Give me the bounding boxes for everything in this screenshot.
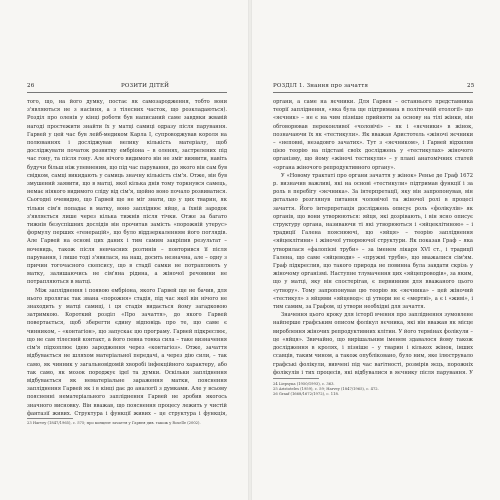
right-paragraph-2: У «Новому трактаті про органи зачаття у жінок» Ренье де Граф 1672 р. визначив важливі, які на основі «тестикули» підтримав функції і за роль в перебігу «яєчника». За інтерпретації, яку він запропонував, він детально розглянув питання чоловічої та жіночої ролі в процесі зачаття. Його інтерпретація досліджень описує роль «фолікулів» як органів, що вони утворюються: яйця, які дозрівають, і він ясно описує структуру органа, називаючи ті які утворюються і «яйцеклітиною» – і традиції Галена пояснюючі, що «яйця» – теорію запліднення «яйцеклітини» і жіночої утворюючої структури. Як показав Граф – яка утворилася «фалопієві труби» – за іменем лікаря XVI ст., і традиції Галена, що саме «яйцеводи» – «пружні труби», що вважалися сім'ям. Граф підкреслив, що такого природа не повинна була завдати скрізь у жіночому організмі. Наступне тлумачення цих «яйцепроводів», за яким, що у матці, яку він спостерігав, є первинним для вважаного цього «утвору». Тому запропонував цю теорію як «яєчника» – цей жіночий «тестикул» з яйцями «яйцевод»: ці утвори не є «мертві», а є і «живі», і тим самим, за Графом, ці утвори необхідні для зачаття. xyxy=(273,172,473,311)
left-footnote-1: 23 Harvey (1847/1965), с. 575; про концепт зачаття у Гарвея див. також у Roselle (2002). xyxy=(27,421,201,425)
right-paragraph-3: Значення цього кроку для історії вчення про запліднення зумовлене найперше графським описом фолікул яєчника, які він вважав як місце вироблення жіночих репродуктивних клітин. У його термінах фолікули – це «яйця». Звичайно, що вирішальним іменем здавалося йому також дослідження в кролях, і пізніше – у тварин і кількох жінок, інших ссавців, таким чином, а також опубліковано, було ним, яке ілюструвало графські фолікули, вивчені під час вагітності, розмірів яєць, порожніх фолікулів і тих процесів, які відбувалися в яєчнику після парування. У xyxy=(273,312,473,376)
right-page-number: 25 xyxy=(467,83,475,89)
right-footnote-1: 24 Liepsyna (1950/1993), с. 363. xyxy=(273,382,335,386)
right-header-rule xyxy=(273,92,473,93)
right-running-title: РОЗДІЛ 1. Знання про зачаття xyxy=(273,83,369,89)
left-running-title: РОЗИТИ ДІТЕЙ xyxy=(121,83,170,89)
right-page xyxy=(250,0,500,500)
right-paragraph-1: органи, а саме на яєчники. Для Гарвея – останнього представника теорії запліднення, «яка була ще підтримана в політичній етології» що «яєчник» – не є на чим пізніше прийняти за основу на тілі жінки, він обговорював переконливої «чоловічі» – як і «яєчники» в жінок, позначаючи їх як «тестикули». Як вважав Аристотель «жіночі яєчники – «неповні, незадовго зачатих». Тут з «яєчником», і Гарвей відхилив цією теорію на підставі своїх досліджень у «тестикулах» жіночого організму, що йому «жіночі тестикули» – у плані анатомічних статей «органа жіночого репродуктивного органу». xyxy=(273,99,473,171)
left-body-text xyxy=(27,98,227,416)
left-footnote-rule xyxy=(27,418,73,419)
right-footnotes xyxy=(273,382,473,398)
left-footnotes xyxy=(27,421,227,426)
right-footnote-rule xyxy=(273,378,319,379)
right-footnote-2: 25 Aristoteles (1959), с. 59; Harvey (1847/1965), с. 472. xyxy=(273,387,379,392)
left-paragraph-2: Між запліднення і появою ембріона, якого Гарвей ще не бачив, для нього пролягає так звана «порожня» стадія, під час якої він нічого не знаходить у матці самиці, і ця стадія видається йому загадковою затримкою. Короткий розділ «Про зачаття», до якого Гарвей повертається, щоб зберегти єдину відповідь про те, що саме є чинником, – «контагіон», що запускає цю програму. Гарвей підкреслює, що не сам тілесний контакт, а його певна тонка сила – таке визначення сім'я підхоплює ідею зародження через «контагіоз». Отже, зачаття відбувається не шляхом матеріальної передачі, а через дію сили, – так само, як чинник у загальновідомій хворобі інфекційного характеру, або так само, як мозок породжує ідеї та думки. Оскільки запліднення відбувається як нематеріальне зараження матки, пояснення запліднення Гарвей як і в кінці дає до аналогії з думками. Але у всьому поясненні нематеріального запліднення Гарвей не зробив якогось значного висновку. Він вважав, що пояснення процесу лежить у чистій фантазії живих. Структура і функції живих – це структура і функція, xyxy=(27,287,227,416)
left-paragraph-1: того, що, на його думку, постає як самозародження, тобто вони з'являються не з насіння, а з тілесних часток, що розкладаються). Розділ про оленів у кінці роботи був написаний саме завдяки жвавій нагоді простежити знайти їх у матці самиці одразу після парування. Гарвей у цей час був лейб-медиком Карла І, супроводжував короля на полюваннях і досліджував велику кількість матеріалу, щоб досліджувати початок розвитку ембріона – в оленях, застрелених під час гону, та після гону. Але нічого видимого він не зміг виявити, навіть будучи більш ніж упевненим, що під час парування, до якого він сам був свідком, самці викидають у самиць значну кількість сім'я. Отже, він був змушений заявити, що в матці, якої кілька днів тому торкнувся самець, немає ніякого видимого сліду від сім'я, щойно воно почало розвиватися. Сьогодні очевидно, що Гарвей ще не міг знати, що у цих тварин, як тільки сім'я попадає в матку, воно запліднює яйце, а їхній зародок з'являється лише через кілька тижнів після тічки. Отже за багато тижнів безуспішних дослідів він прочитав замість «порожній утерус» формулу перших «генерацій», що було віддзеркаленням його поглядів. Але Гарвей на основі цих даних і тим самим закріпив результат – вочевидь, також після невчасних розтинів – повторився її після парування, і лише тоді з'явилася, на наш, досить незначна, але – одну з причин тогочасного скепсису, що в стадії самки не потрапляють у матку, залишаючись не сім'яна рідина, а жіночої речовини не потрапляються в матці. xyxy=(27,99,227,286)
right-footnote-3: 26 Graaf (1668/1672/1972), с. 118. xyxy=(273,392,339,397)
right-body-text xyxy=(273,98,473,376)
left-page-number: 26 xyxy=(27,83,35,89)
left-header-rule xyxy=(27,92,227,93)
